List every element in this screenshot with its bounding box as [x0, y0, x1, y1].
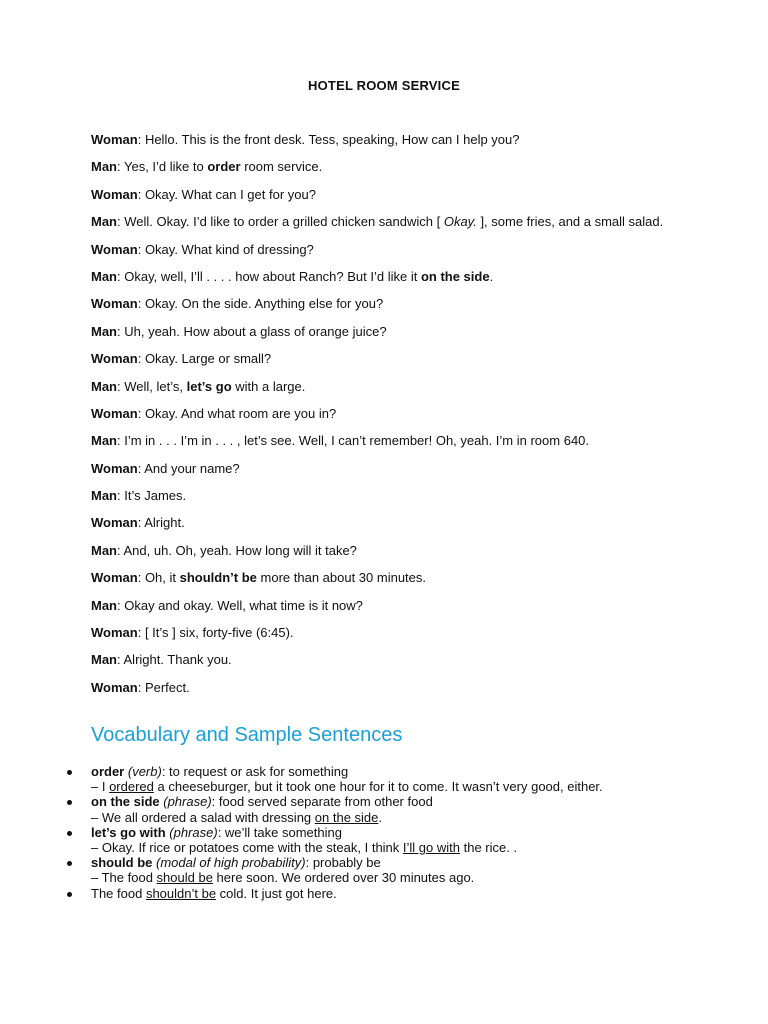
speaker-label: Woman — [91, 241, 138, 257]
dialogue-text: : [ It’s ] six, forty-five (6:45). — [137, 625, 294, 641]
dialogue-line — [91, 132, 691, 148]
vocab-text: : food served separate from other food — [211, 794, 433, 810]
vocab-text: the rice. . — [459, 840, 518, 856]
dialogue-text: : Well, let’s, — [117, 378, 187, 394]
dialogue-text: : Hello. This is the front desk. Tess, speaking, How can I help you? — [137, 132, 520, 147]
dialogue-line — [91, 296, 691, 312]
dialogue-text: : And your name? — [137, 460, 240, 476]
vocab-item — [64, 886, 664, 901]
dialogue-text: : Uh, yeah. How about a glass of orange juice? — [117, 323, 387, 339]
speaker-label: Man — [91, 433, 117, 449]
speaker-label: Woman — [91, 186, 138, 202]
dialogue-line — [91, 187, 691, 203]
dialogue-line — [91, 269, 691, 285]
dialogue-text: : Okay, well, I’ll . . . . how about Ranch? But I’d like it — [117, 268, 421, 284]
vocab-text: (verb) — [127, 764, 162, 779]
vocab-text: should be — [91, 855, 153, 871]
dialogue-line — [91, 351, 691, 367]
vocab-text: – I — [91, 779, 110, 795]
vocab-text: : probably be — [305, 855, 381, 871]
vocab-text: a cheeseburger, but it took one hour for it to come. It wasn’t very good, either. — [153, 779, 603, 795]
speaker-label: Man — [91, 597, 117, 613]
dialogue-line — [91, 515, 691, 531]
speaker-label: Woman — [91, 679, 138, 695]
speaker-label: Man — [91, 542, 117, 558]
vocab-text: The food — [91, 885, 146, 901]
vocab-example — [91, 840, 664, 855]
dialogue-text: : Okay. What can I get for you? — [137, 186, 316, 202]
speaker-label: Woman — [91, 570, 138, 586]
dialogue-text: Okay. — [443, 214, 477, 230]
dialogue-text: : Alright. Thank you. — [117, 652, 232, 668]
vocab-text: (modal of high probability) — [156, 855, 306, 871]
dialogue-line — [91, 214, 691, 230]
speaker-label: Man — [91, 652, 117, 668]
dialogue-text: order — [207, 159, 241, 175]
dialogue-text: on the side — [420, 268, 490, 284]
vocab-text: I’ll go with — [402, 840, 460, 856]
dialogue-text: . — [489, 268, 494, 284]
vocab-text: (phrase) — [169, 824, 218, 840]
vocab-text: on the side — [91, 794, 160, 810]
bullet-icon — [67, 861, 72, 866]
vocab-text: – Okay. If rice or potatoes come with the steak, I think — [91, 840, 403, 856]
dialogue-text: : Oh, it — [137, 570, 180, 586]
dialogue-text: with a large. — [231, 378, 306, 394]
dialogue-line — [91, 680, 691, 696]
vocab-definition — [91, 794, 664, 809]
dialogue-text: ], some fries, and a small salad. — [476, 214, 664, 230]
dialogue-line — [91, 598, 691, 614]
speaker-label: Man — [91, 268, 117, 284]
speaker-label: Woman — [91, 132, 138, 147]
vocab-item — [64, 794, 664, 824]
dialogue-line — [91, 570, 691, 586]
vocab-definition — [91, 825, 664, 840]
vocab-heading: Vocabulary and Sample Sentences — [91, 724, 403, 746]
dialogue-line — [91, 159, 691, 175]
vocab-definition — [91, 886, 664, 901]
vocab-text: on the side — [314, 809, 379, 825]
dialogue-text: : And, uh. Oh, yeah. How long will it take? — [117, 542, 357, 558]
vocab-text: – We all ordered a salad with dressing — [91, 809, 315, 825]
dialogue-line — [91, 652, 691, 668]
speaker-label: Woman — [91, 351, 138, 367]
dialogue-text: : Okay. And what room are you in? — [137, 405, 337, 421]
vocab-text: . — [378, 809, 383, 825]
speaker-label: Man — [91, 159, 117, 175]
speaker-label: Man — [91, 323, 117, 339]
dialogue-line — [91, 461, 691, 477]
vocab-definition — [91, 855, 664, 870]
vocab-example — [91, 870, 664, 885]
vocab-list — [64, 764, 664, 901]
vocab-text: order — [91, 764, 125, 779]
vocab-text: : we’ll take something — [217, 824, 342, 840]
dialogue-text: : Okay. Large or small? — [137, 351, 272, 367]
bullet-icon — [67, 770, 72, 775]
vocab-text: here soon. We ordered over 30 minutes ago. — [212, 870, 475, 886]
dialogue-text: : I’m in . . . I’m in . . . , let’s see. Well, I can’t remember! Oh, yeah. I’m in room 640. — [117, 433, 590, 449]
vocab-example — [91, 810, 664, 825]
dialogue-text: : Okay. On the side. Anything else for you? — [137, 296, 384, 312]
document-title: HOTEL ROOM SERVICE — [308, 78, 460, 93]
speaker-label: Woman — [91, 515, 138, 531]
dialogue-line — [91, 488, 691, 504]
vocab-item — [64, 855, 664, 885]
speaker-label: Woman — [91, 296, 138, 312]
dialogue-text: more than about 30 minutes. — [256, 570, 427, 586]
dialogue-text: : Okay and okay. Well, what time is it now? — [117, 597, 363, 613]
vocab-text: shouldn’t be — [145, 885, 217, 901]
speaker-label: Man — [91, 378, 117, 394]
bullet-icon — [67, 892, 72, 897]
vocab-definition — [91, 764, 664, 779]
speaker-label: Man — [91, 488, 117, 504]
speaker-label: Woman — [91, 405, 138, 421]
dialogue — [91, 132, 691, 707]
dialogue-text: : Yes, I’d like to — [117, 159, 208, 175]
bullet-icon — [67, 800, 72, 805]
bullet-icon — [67, 831, 72, 836]
dialogue-line — [91, 379, 691, 395]
vocab-text: – The food — [91, 870, 157, 886]
dialogue-text: : It’s James. — [117, 488, 187, 504]
dialogue-text: shouldn’t be — [179, 570, 257, 586]
vocab-text: cold. It just got here. — [216, 885, 337, 901]
dialogue-text: : Well. Okay. I’d like to order a grilled chicken sandwich [ — [117, 214, 444, 230]
dialogue-line — [91, 406, 691, 422]
vocab-example — [91, 779, 664, 794]
vocab-text: : to request or ask for something — [161, 764, 349, 779]
dialogue-text: room service. — [240, 159, 323, 175]
dialogue-text: : Okay. What kind of dressing? — [137, 241, 314, 257]
vocab-text: should be — [156, 870, 213, 886]
vocab-text: ordered — [109, 779, 154, 795]
speaker-label: Woman — [91, 460, 138, 476]
speaker-label: Man — [91, 214, 117, 230]
dialogue-line — [91, 543, 691, 559]
dialogue-text: : Alright. — [137, 515, 185, 531]
dialogue-line — [91, 433, 691, 449]
speaker-label: Woman — [91, 625, 138, 641]
vocab-item — [64, 764, 664, 794]
dialogue-line — [91, 625, 691, 641]
dialogue-text: : Perfect. — [137, 679, 190, 695]
dialogue-text: let’s go — [186, 378, 232, 394]
dialogue-line — [91, 324, 691, 340]
dialogue-line — [91, 242, 691, 258]
vocab-text: let’s go with — [91, 824, 166, 840]
vocab-text: (phrase) — [163, 794, 212, 810]
vocab-item — [64, 825, 664, 855]
